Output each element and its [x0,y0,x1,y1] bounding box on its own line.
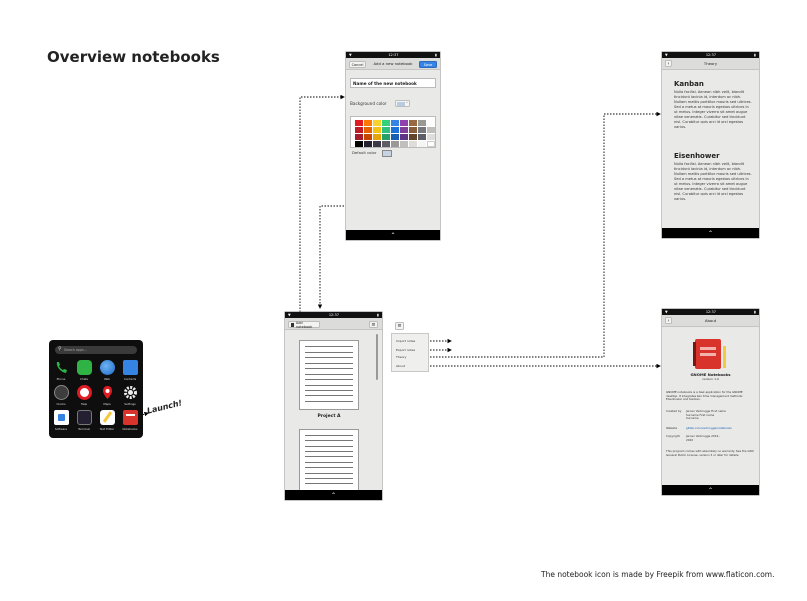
section-body: Nulla facilisi. Aenean nibh velit, blandit tincidunt lacinia id, interdum ac nibh. Nullam mattis porttitor mauris sed ultrices. Sed a metus at mauris egestas ultrices in ut metus. Integer viverra sit amet augue vitae venenatis. Curabitur sed tincidunt nisl. Curabitur quis orci id orci egestas varius. [674,162,752,201]
color-grid[interactable] [350,116,436,148]
bg-color-label: Background color [350,101,387,106]
color-swatch [397,102,405,106]
copyright-label: Copyright [666,434,680,438]
chevron-up-icon[interactable]: ⌃ [707,486,714,494]
back-button[interactable] [665,60,672,67]
app-label: Maps [103,402,111,406]
app-name: GNOME Notebooks [690,372,731,377]
notebook-card[interactable] [299,429,359,491]
battery-icon: ▮ [377,313,379,317]
arrow-main-to-new-1 [300,97,344,312]
notebooks-icon[interactable] [123,410,138,425]
notebook-card[interactable] [299,340,359,410]
main-screen [285,312,382,500]
license-text: This program comes with absolutely no warranty. See the GNU General Public License, version 3 or later for details. [666,449,754,457]
arrow-theory [427,114,660,357]
menu-item-export[interactable]: Export notes [396,348,416,352]
about-screen [662,309,759,495]
launch-label: Launch! [146,398,184,416]
copyright-value: Jeroen Verbrugge 2019 - 2020 [686,434,721,442]
header-title: About [704,318,717,323]
created-value: Jeroen Verbrugge First name Surname First name Surname [686,409,726,420]
add-notebook-button[interactable] [288,321,320,328]
menu-button-indicator[interactable]: ≡ [395,322,404,330]
section-heading: Kanban [674,80,704,88]
new-notebook-screen [346,52,440,240]
search-placeholder: Search apps... [64,347,87,352]
status-time: 12:37 [328,313,339,317]
app-label: Help [80,402,88,406]
app-version: version 1.0 [702,377,719,381]
contacts-icon[interactable] [123,360,138,375]
main-menu [391,333,429,372]
app-label: Clocks [56,402,66,406]
app-description: GNOME notebooks is a task application for the GNOME desktop. It integrates two time management methods: Eisenhower and Kanban. [666,390,743,401]
section-heading: Eisenhower [674,152,720,160]
notebook-title: Project A [317,414,341,419]
pencil-icon [723,346,726,368]
save-button[interactable]: Save [419,61,437,68]
app-label: Phone [56,377,66,381]
signal-icon: ▼ [349,53,352,57]
app-label: Web [103,377,111,381]
name-placeholder: Name of the new notebook [353,81,417,86]
menu-button[interactable]: ≡ [369,321,378,328]
terminal-icon[interactable] [77,410,92,425]
page-title: Overview notebooks [47,48,220,66]
phone-icon[interactable] [54,360,69,375]
search-icon: ⚲ [58,346,62,352]
theory-screen [662,52,759,238]
bg-color-picker[interactable] [395,100,410,107]
arrow-new-to-main [320,206,344,308]
app-label: Notebooks [122,427,138,431]
nav-bar [346,230,440,240]
chats-icon[interactable] [77,360,92,375]
app-label: Text Editor [99,427,115,431]
created-label: Created by [666,409,682,413]
chevron-left-icon: ‹ [667,60,670,67]
menu-item-about[interactable]: About [396,364,405,368]
help-icon[interactable] [77,385,92,400]
header-title: Add a new notebook [373,61,413,66]
default-color-swatch[interactable] [382,150,392,157]
website-link[interactable]: gitlab.com/verbrugge/notebooks [686,426,732,430]
app-launcher [49,340,143,438]
signal-icon: ▼ [665,53,668,57]
battery-icon: ▮ [754,53,756,57]
add-notebook-label: Add notebook [295,320,313,329]
scrollbar[interactable] [376,334,378,380]
maps-icon[interactable] [100,385,115,400]
app-label: Terminal [78,427,90,431]
search-input[interactable] [55,346,137,354]
name-field[interactable] [350,78,436,88]
nav-bar [285,490,382,500]
settings-icon[interactable] [123,385,138,400]
web-icon[interactable] [100,360,115,375]
app-label: Software [54,427,68,431]
header-title: Theory [703,61,718,66]
cancel-button[interactable]: Cancel [349,61,366,68]
default-color-label: Default color [352,150,377,155]
chevron-left-icon: ‹ [667,317,670,324]
back-button[interactable] [665,317,672,324]
status-time: 12:37 [388,53,399,57]
section-body: Nulla facilisi. Aenean nibh velit, blandit tincidunt lacinia id, interdum ac nibh. Nullam mattis porttitor mauris sed ultrices. Sed a metus at mauris egestas ultrices in ut metus. Integer viverra sit amet augue vitae venenatis. Curabitur sed tincidunt nisl. Curabitur quis orci id orci egestas varius. [674,90,752,129]
status-time: 12:37 [705,53,716,57]
signal-icon: ▼ [288,313,291,317]
app-label: Chats [80,377,88,381]
menu-item-theory[interactable]: Theory [396,355,407,359]
menu-item-import[interactable]: Import notes [396,339,416,343]
battery-icon: ▮ [435,53,437,57]
status-time: 12:37 [705,310,716,314]
chevron-down-icon: ˅ [406,101,408,106]
app-label: Contacts [123,377,137,381]
website-label: Website [666,426,678,430]
app-label: Settings [124,402,136,406]
text-editor-icon[interactable] [100,410,115,425]
nav-bar [662,485,759,495]
chevron-up-icon[interactable]: ⌃ [390,231,396,239]
chevron-up-icon[interactable]: ⌃ [330,491,337,499]
theory-header [662,58,759,70]
software-icon[interactable] [54,410,69,425]
clocks-icon[interactable] [54,385,69,400]
credit-text: The notebook icon is made by Freepik from www.flaticon.com. [541,570,775,579]
notebook-icon [291,323,294,327]
battery-icon: ▮ [754,310,756,314]
chevron-up-icon[interactable]: ⌃ [707,229,714,237]
signal-icon: ▼ [665,310,668,314]
about-header [662,315,759,327]
notebook-app-icon [695,339,721,369]
nav-bar [662,228,759,238]
